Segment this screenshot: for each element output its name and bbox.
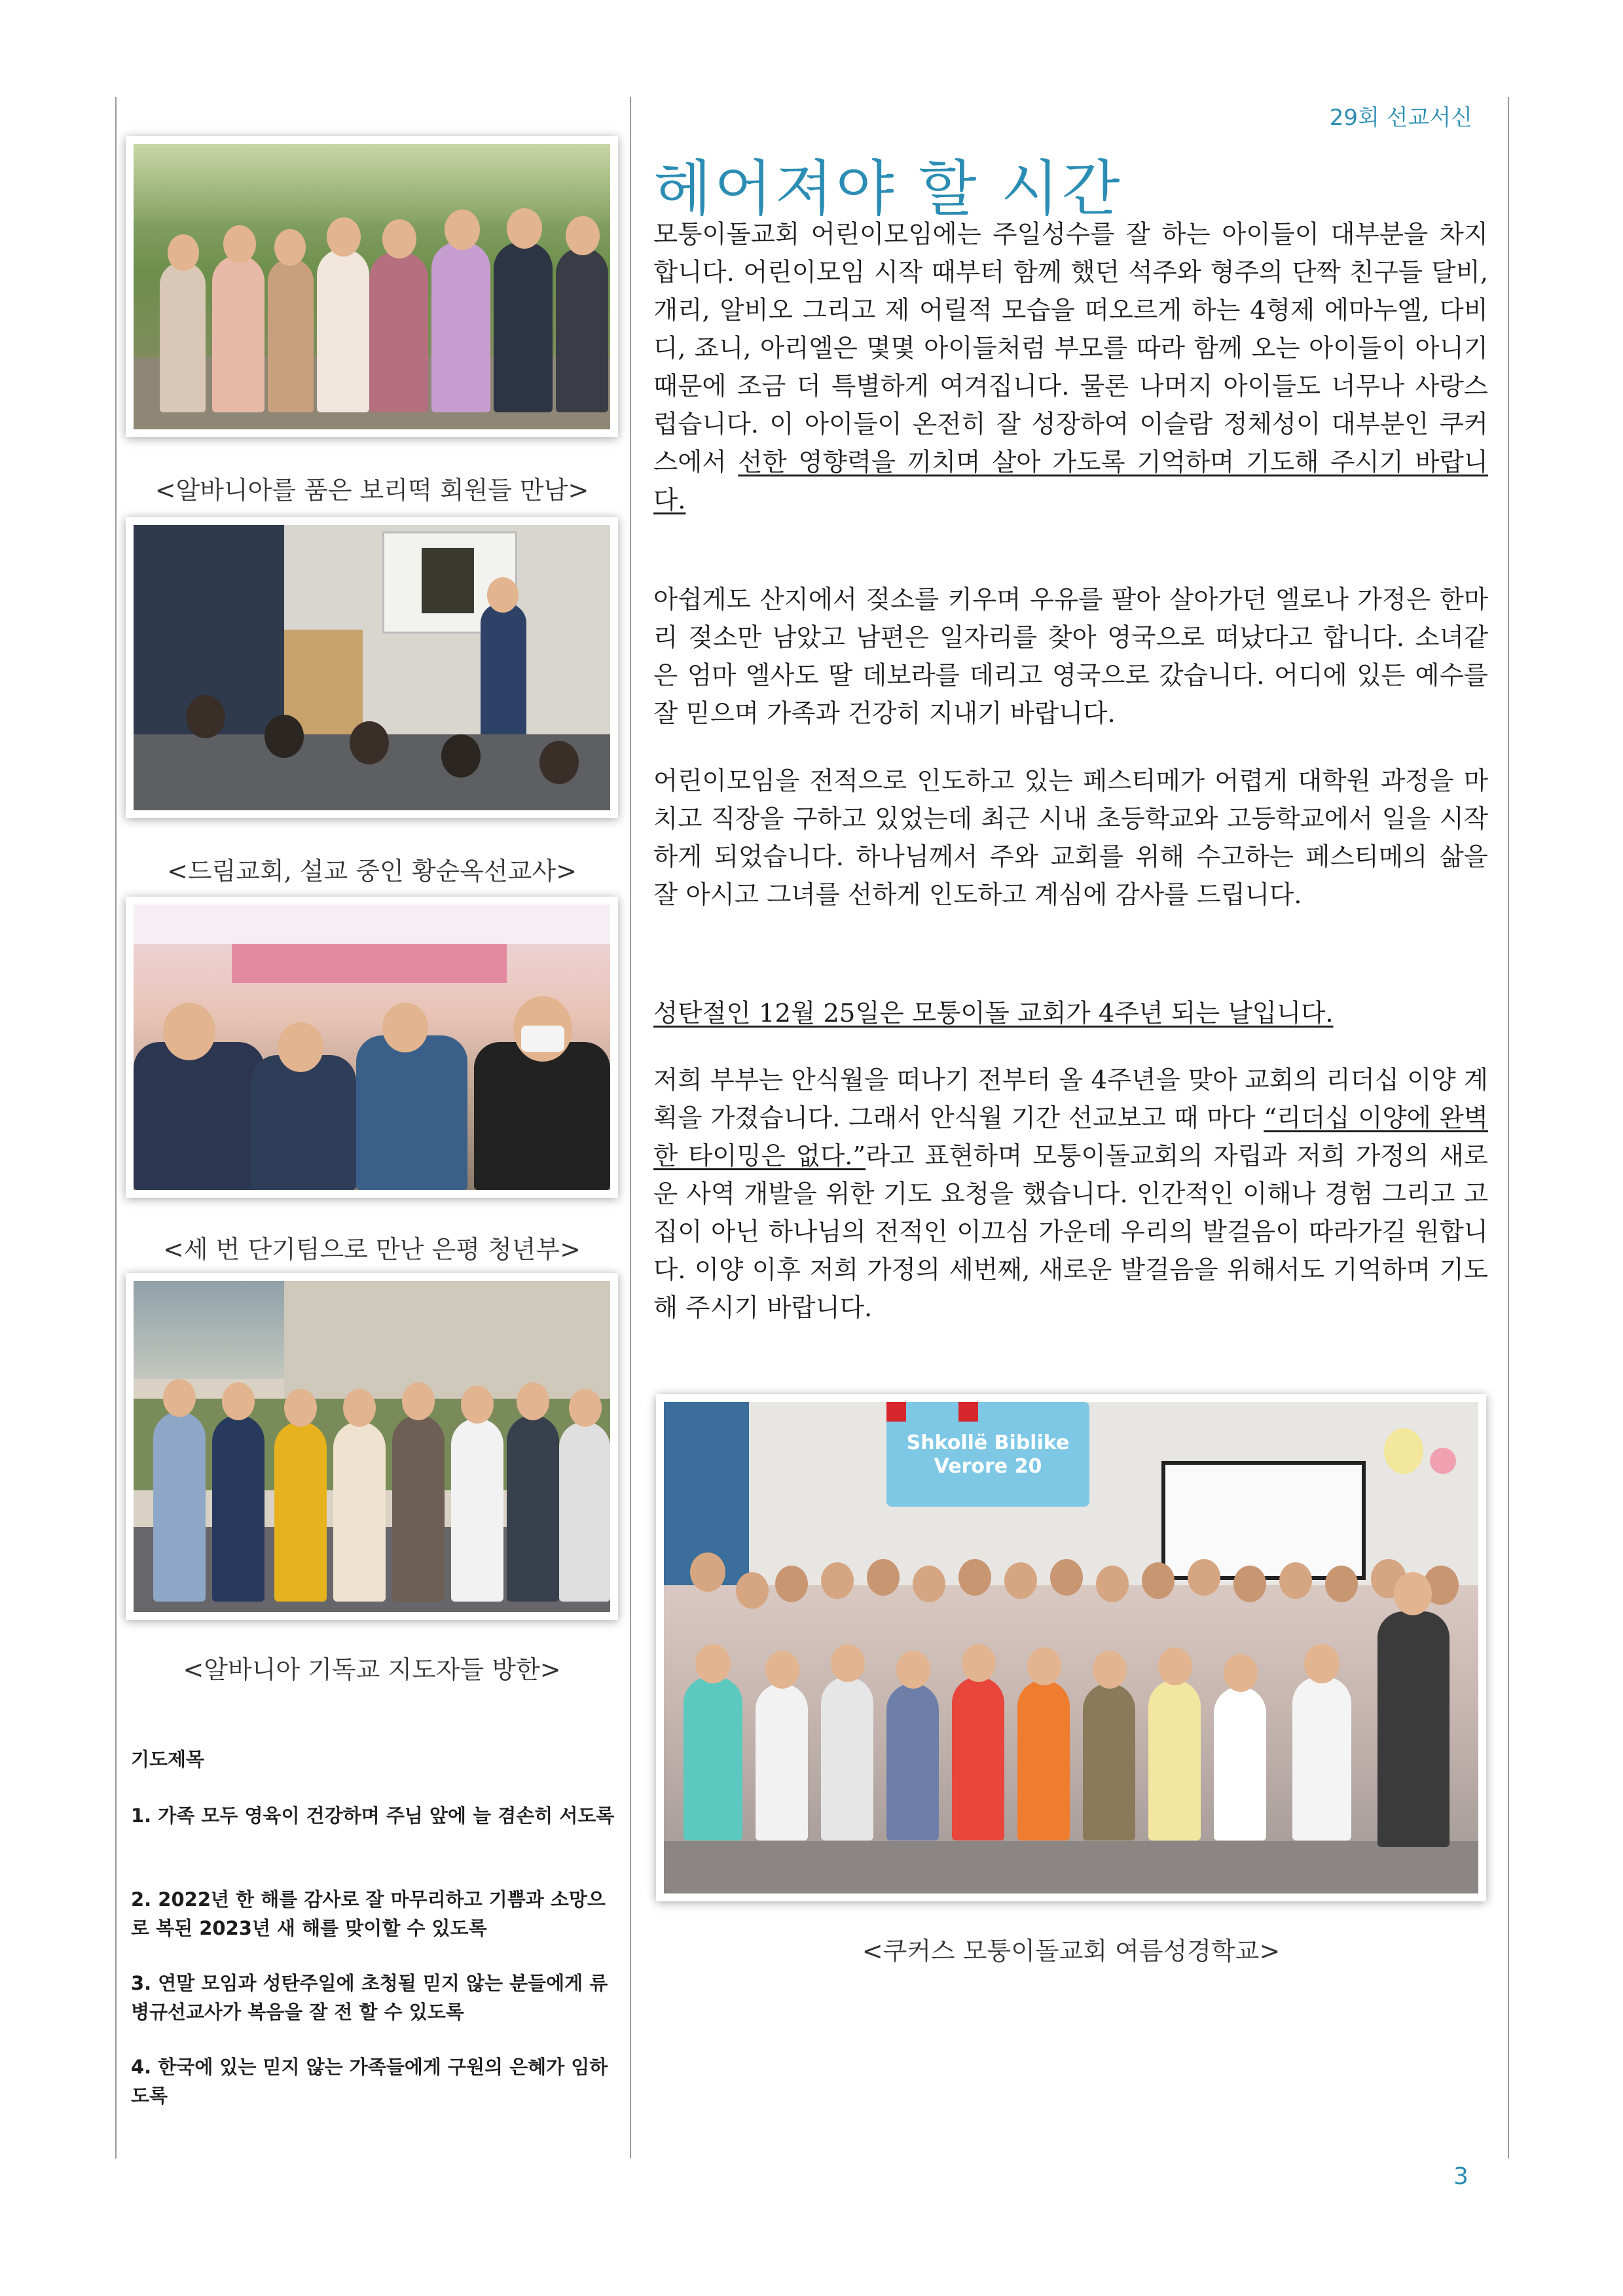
paragraph-elona-family: [653, 581, 1488, 733]
banner-line-2: Verore 20: [934, 1455, 1042, 1478]
paragraph-text: 저희 부부는 안식월을 떠나기 전부터 올 4주년을 맞아 교회의 리더십 이양 계획을 가졌습니다. 그래서 안식월 기간 선교보고 때 마다: [653, 1066, 1488, 1133]
underlined-anniversary-text: 성탄절인 12월 25일은 모퉁이돌 교회가 4주년 되는 날입니다.: [653, 999, 1334, 1028]
right-margin-rule: [1508, 97, 1509, 2159]
banner-line-1: Shkollë Biblike: [906, 1431, 1070, 1454]
photo-albania-leaders: [126, 1273, 618, 1620]
photo-bread-members: [126, 136, 618, 437]
paragraph-text: 어린이모임을 전적으로 인도하고 있는 페스티메가 어렵게 대학원 과정을 마치고 직장을 구하고 있었는데 최근 시내 초등학교와 고등학교에서 일을 시작하게 되었습니다. 하나님께서 주와 교회를 위해 수고하는 페스티메의 삶을 잘 아시고 그녀를 선하게 인도하고 계심에 감사를 드립니다.: [653, 766, 1488, 910]
paragraph-text: 라고 표현하며 모퉁이돌교회의 자립과 저희 가정의 새로운 사역 개발을 위한 기도 요청을 했습니다. 인간적인 이해나 경험 그리고 고집이 아닌 하나님의 전적인 이끄심 가운데 우리의 발걸음이 따라가길 원합니다. 이양 이후 저희 가정의 세번째, 새로운 발걸음을 위해서도 기억하며 기도해 주시기 바랍니다.: [653, 1141, 1488, 1323]
prayer-item: 4. 한국에 있는 믿지 않는 가족들에게 구원의 은혜가 임하도록: [131, 2056, 608, 2107]
paragraph-festime: [653, 762, 1488, 914]
underlined-quote: “리더십 이양에 완벽한 타이밍은 없다.”: [653, 1103, 1488, 1171]
left-margin-rule: [115, 97, 117, 2159]
photo-summer-bible-school: [656, 1394, 1486, 1901]
page-number: 3: [1453, 2163, 1468, 2190]
paragraph-anniversary: [653, 995, 1488, 1033]
paragraph-leadership-transfer: [653, 1062, 1488, 1327]
photo-caption-4: <알바니아 기독교 지도자들 방한>: [183, 1655, 561, 1684]
prayer-heading: 기도제목: [131, 1748, 205, 1770]
photo-caption-3: <세 번 단기팀으로 만난 은평 청년부>: [163, 1235, 581, 1264]
prayer-item: 1. 가족 모두 영육이 건강하며 주님 앞에 늘 겸손히 서도록: [131, 1804, 615, 1827]
underlined-prayer-request: 선한 영향력을 끼치며 살아 가도록 기억하며 기도해 주시기 바랍니다.: [653, 448, 1488, 515]
paragraph-children-ministry: [653, 216, 1488, 520]
issue-label: 29회 선교서신: [1329, 105, 1472, 131]
photo-caption-2: <드림교회, 설교 중인 황순옥선교사>: [167, 857, 577, 886]
photo-dream-church: [126, 517, 618, 818]
prayer-item: 2. 2022년 한 해를 감사로 잘 마무리하고 기쁨과 소망으로 복된 2023년 새 해를 맞이할 수 있도록: [131, 1888, 606, 1939]
photo-caption-5: <쿠커스 모퉁이돌교회 여름성경학교>: [862, 1937, 1281, 1965]
photo-youth-team: [126, 897, 618, 1198]
photo-caption-1: <알바니아를 품은 보리떡 회원들 만남>: [155, 476, 589, 505]
page-title: 헤어져야 할 시간: [653, 154, 1123, 224]
prayer-item: 3. 연말 모임과 성탄주일에 초청될 믿지 않는 분들에게 류병규선교사가 복음을 잘 전 할 수 있도록: [131, 1972, 608, 2023]
column-divider-rule: [630, 97, 631, 2159]
paragraph-text: 모퉁이돌교회 어린이모임에는 주일성수를 잘 하는 아이들이 대부분을 차지합니다. 어린이모임 시작 때부터 함께 했던 석주와 형주의 단짝 친구들 달비, 개리, 알비오 그리고 제 어릴적 모습을 떠오르게 하는 4형제 에마누엘, 다비디, 죠니, 아리엘은 몇몇 아이들처럼 부모를 따라 함께 오는 아이들이 아니기 때문에 조금 더 특별하게 여겨집니다. 물론 나머지 아이들도 너무나 사랑스럽습니다. 이 아이들이 온전히 잘 성장하여 이슬람 정체성이 대부분인 쿠커스에서: [653, 220, 1488, 477]
paragraph-text: 아쉽게도 산지에서 젖소를 키우며 우유를 팔아 살아가던 엘로나 가정은 한마리 젖소만 남았고 남편은 일자리를 찾아 영국으로 떠났다고 합니다. 소녀같은 엄마 엘사도 딸 데보라를 데리고 영국으로 갔습니다. 어디에 있든 예수를 잘 믿으며 가족과 건강히 지내기 바랍니다.: [653, 585, 1488, 728]
